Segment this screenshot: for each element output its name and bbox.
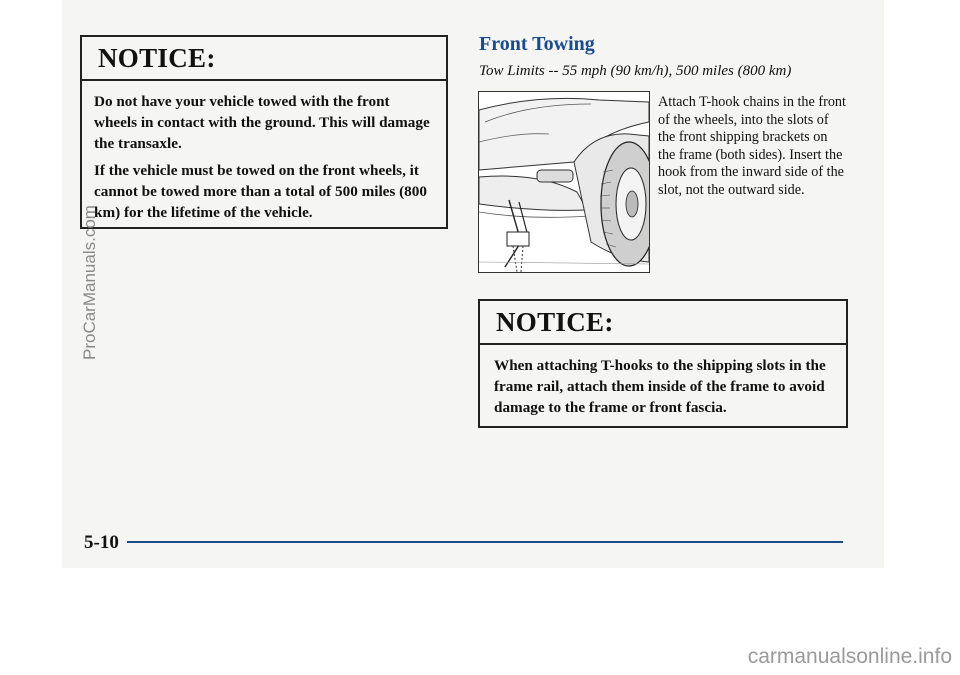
notice-box-t-hooks bbox=[478, 299, 848, 428]
section-title: Front Towing bbox=[479, 33, 595, 55]
notice-body bbox=[480, 345, 846, 418]
side-watermark-text: ProCarManuals.com bbox=[80, 205, 99, 360]
notice-paragraph: When attaching T-hooks to the shipping slots in the frame rail, attach them inside of the frame to avoid damage to the frame or front fascia. bbox=[494, 357, 826, 416]
tow-limits-subtitle: Tow Limits -- 55 mph (90 km/h), 500 miles (800 km) bbox=[479, 63, 792, 79]
notice-box-transaxle bbox=[80, 35, 448, 229]
footer-rule bbox=[127, 541, 843, 543]
instructions-text: Attach T-hook chains in the front of the wheels, into the slots of the front shipping brackets on the frame (both sides). Insert the hook from the inward side of the slot, not the outward side. bbox=[658, 94, 846, 198]
notice-heading: NOTICE: bbox=[82, 37, 446, 81]
bottom-watermark: carmanualsonline.info bbox=[747, 645, 952, 668]
notice-paragraph: Do not have your vehicle towed with the front wheels in contact with the ground. This will damage the transaxle. bbox=[94, 93, 430, 152]
tow-hook-illustration bbox=[478, 91, 650, 273]
notice-heading: NOTICE: bbox=[480, 301, 846, 345]
side-watermark bbox=[80, 140, 100, 440]
page-number: 5-10 bbox=[84, 532, 119, 553]
notice-body bbox=[82, 81, 446, 223]
notice-paragraph: If the vehicle must be towed on the front wheels, it cannot be towed more than a total of 500 miles (800 km) for the lifetime of the vehicle. bbox=[94, 162, 427, 221]
